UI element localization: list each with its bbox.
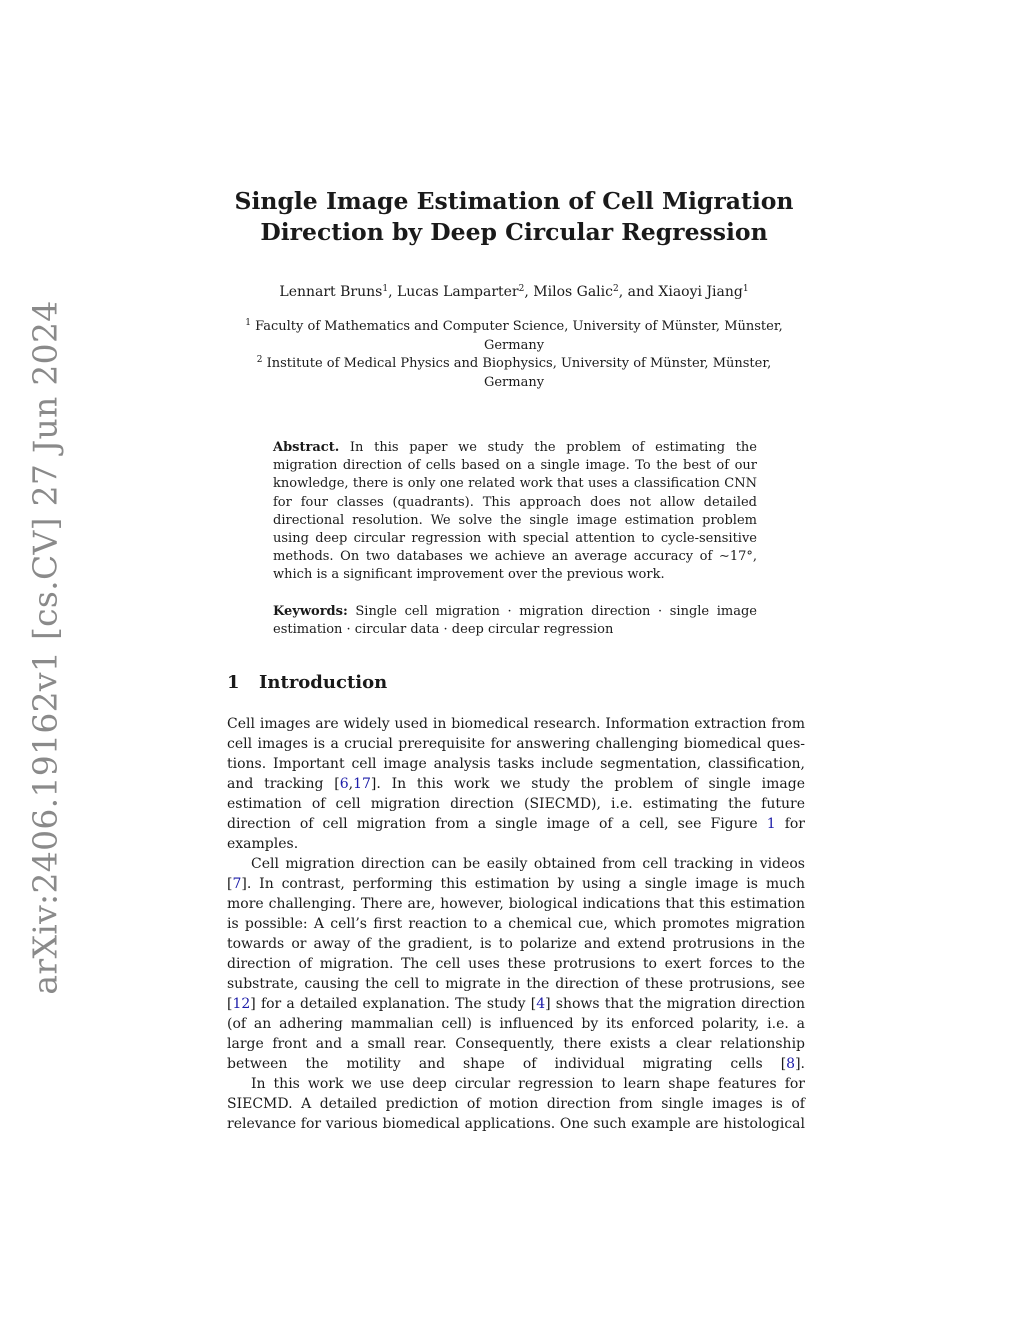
author-list xyxy=(200,284,828,300)
abstract xyxy=(273,439,757,585)
author-name: Lucas Lamparter xyxy=(396,284,519,300)
affiliation-1-country: Germany xyxy=(483,337,545,353)
keywords xyxy=(273,603,757,639)
author-name: Lennart Bruns xyxy=(279,284,383,300)
affiliation-mark: 2 xyxy=(518,284,525,294)
section-title: Introduction xyxy=(259,672,388,693)
abstract-label: Abstract. xyxy=(273,440,340,455)
paper-title xyxy=(200,186,828,248)
title-line-2: Direction by Deep Circular Regression xyxy=(260,218,768,246)
citation-link[interactable]: 17 xyxy=(353,776,371,792)
citation-link[interactable]: 4 xyxy=(536,996,546,1012)
affiliation-number: 2 xyxy=(256,355,263,365)
arxiv-identifier xyxy=(25,300,65,995)
introduction-body xyxy=(227,714,805,1134)
citation-link[interactable]: 8 xyxy=(786,1056,796,1072)
author-separator: , xyxy=(388,284,397,300)
citation-link[interactable]: 12 xyxy=(232,996,251,1012)
affiliation-text: Institute of Medical Physics and Biophysics, University of Münster, Münster, xyxy=(266,356,772,371)
title-line-1: Single Image Estimation of Cell Migration xyxy=(234,187,794,215)
author-name: Milos Galic xyxy=(533,284,613,300)
citation-link[interactable]: 6 xyxy=(339,776,349,792)
paragraph-2: Cell migration direction can be easily obtained from cell tracking in videos [7]. In contrast, performing this estimation by using a single image is much more challenging. There are, however, biological indications that this estimation is possible: A cell’s first reaction to a chemical cue, which promotes migration towards or away of the gradient, is to polarize and extend protrusions in the direction of migration. The cell uses these protrusions to exert forces to the substrate, causing the cell to migrate in the direction of these protrusions, see [12] for a detailed explanation. The study [4] shows that the migration direction (of an adhering mammalian cell) is influenced by its enforced polarity, i.e. a large front and a small rear. Consequently, there exists a clear relationship between the motility and shape of individual migrating cells [8]. xyxy=(227,856,806,1072)
section-heading xyxy=(227,672,805,693)
citation-link[interactable]: 7 xyxy=(232,876,242,892)
affiliation-2 xyxy=(230,355,798,374)
paragraph-1: Cell images are widely used in biomedical research. Information extraction from cell images is a crucial prerequisite for answering challenging biomedical ques- tions. Important cell image analysis tasks include segmentation, classification, and tracking [6,17]. In this work we study the problem of single image estimation of cell migration direction (SIECMD), i.e. estimating the future direction of cell migration from a single image of a cell, see Figure 1 for examples. xyxy=(227,716,806,852)
keywords-label: Keywords: xyxy=(273,604,348,619)
paragraph-3: In this work we use deep circular regression to learn shape features for SIECMD. A detailed prediction of motion direction from single images is of relevance for various biomedical applications. One such example are histological xyxy=(227,1076,805,1132)
figure-link[interactable]: 1 xyxy=(766,816,776,832)
affiliation-text: Faculty of Mathematics and Computer Science, University of Münster, Münster, xyxy=(255,319,783,334)
author-separator: , and xyxy=(618,284,659,300)
arxiv-identifier-text: arXiv:2406.19162v1 [cs.CV] 27 Jun 2024 xyxy=(25,300,65,995)
affiliations xyxy=(230,318,798,392)
affiliation-mark: 1 xyxy=(382,284,389,294)
affiliation-mark: 2 xyxy=(612,284,619,294)
author-separator: , xyxy=(524,284,534,300)
abstract-text: In this paper we study the problem of estimating the migration direction of cells based on a single image. To the best of our knowledge, there is only one related work that uses a classification CNN for four classes (quadrants). This approach does not allow detailed directional resolution. We solve the single image estimation problem using deep circular regression with special attention to cycle-sensitive methods. On two databases we achieve an average accuracy of ∼17°, which is a significant improvement over the previous work. xyxy=(273,440,757,583)
author-name: Xiaoyi Jiang xyxy=(658,284,743,300)
keywords-text: Single cell migration · migration direction · single image estimation · circular data · deep circular regression xyxy=(273,604,757,638)
affiliation-mark: 1 xyxy=(742,284,749,294)
section-number: 1 xyxy=(227,672,240,693)
affiliation-number: 1 xyxy=(245,318,251,328)
affiliation-1 xyxy=(230,318,798,337)
affiliation-2-country: Germany xyxy=(483,374,545,390)
